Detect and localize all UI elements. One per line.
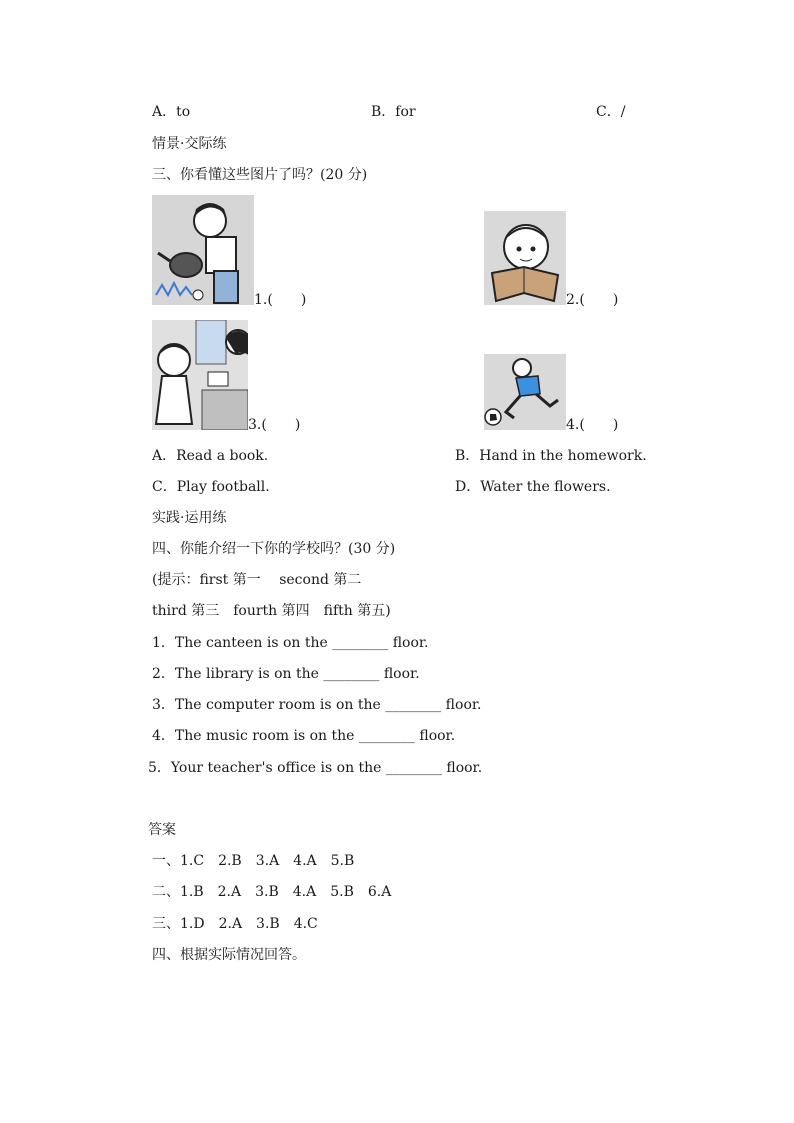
person-watering-flowers-picture: [152, 195, 254, 305]
blank-2: 2.( ): [566, 292, 619, 308]
question-4-title: 四、你能介绍一下你的学校吗？(30 分): [152, 541, 396, 557]
hint-line-2: third 第三 fourth 第四 fifth 第五): [152, 603, 391, 619]
option-c: C．Play football.: [152, 479, 270, 495]
choice-b: B．for: [371, 104, 416, 120]
fill-item-5: 5．Your teacher's office is on the ________ floor.: [148, 760, 483, 776]
blank-1: 1.( ): [254, 292, 307, 308]
blank-4: 4.( ): [566, 417, 619, 433]
answer-line-2: 二、1.B 2.A 3.B 4.A 5.B 6.A: [152, 884, 392, 900]
answer-line-1: 一、1.C 2.B 3.A 4.A 5.B: [152, 853, 355, 869]
choice-c: C．/: [596, 104, 626, 120]
boy-reading-book-picture: [484, 211, 566, 305]
fill-item-3: 3．The computer room is on the ________ floor.: [152, 697, 482, 713]
answers-heading: 答案: [148, 822, 176, 838]
section-heading-situational: 情景·交际练: [152, 136, 227, 152]
option-d: D．Water the flowers.: [455, 479, 611, 495]
section-heading-practice: 实践·运用练: [152, 510, 227, 526]
boy-playing-football-picture: [484, 354, 566, 430]
answer-line-4: 四、根据实际情况回答。: [152, 947, 306, 963]
blank-3: 3.( ): [248, 417, 301, 433]
option-b: B．Hand in the homework.: [455, 448, 647, 464]
hint-line-1: (提示：first 第一 second 第二: [152, 572, 362, 588]
girl-handing-in-homework-picture: [152, 320, 248, 430]
choice-a: A．to: [152, 104, 191, 120]
option-a: A．Read a book.: [152, 448, 269, 464]
fill-item-4: 4．The music room is on the ________ floor.: [152, 728, 456, 744]
answer-line-3: 三、1.D 2.A 3.B 4.C: [152, 916, 318, 932]
question-3-title: 三、你看懂这些图片了吗？(20 分): [152, 167, 368, 183]
fill-item-2: 2．The library is on the ________ floor.: [152, 666, 420, 682]
fill-item-1: 1．The canteen is on the ________ floor.: [152, 635, 429, 651]
